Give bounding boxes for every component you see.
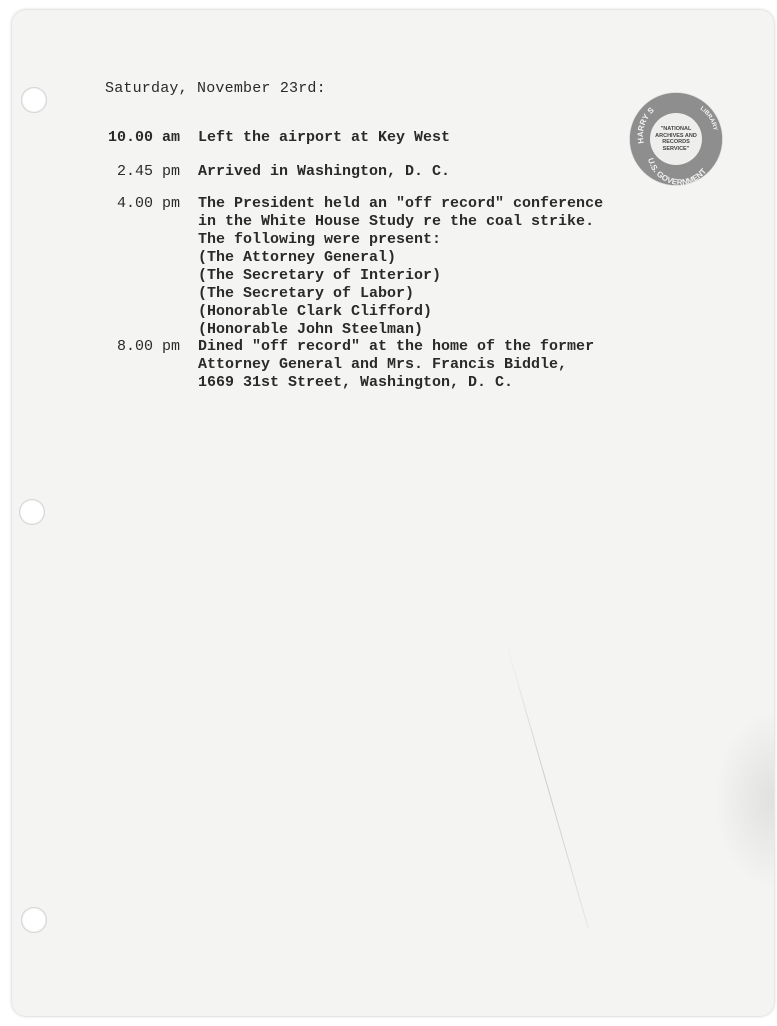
entry-text — [198, 195, 660, 339]
stamp-inner-line: SERVICE" — [662, 145, 690, 152]
entry-line: (Honorable Clark Clifford) — [198, 303, 433, 320]
svg-text:LIBRARY — [699, 106, 718, 132]
schedule-entry — [60, 129, 660, 147]
entry-line: 1669 31st Street, Washington, D. C. — [198, 374, 514, 391]
entry-line: in the White House Study re the coal strike. — [198, 213, 595, 230]
entry-line: (The Secretary of Interior) — [198, 267, 442, 284]
punch-hole-middle — [19, 499, 45, 525]
stamp-text-top: HARRY S — [635, 105, 656, 145]
stamp-inner-line: RECORDS — [662, 139, 690, 145]
entry-line: (The Secretary of Labor) — [198, 285, 415, 302]
schedule-entry — [60, 338, 660, 392]
punch-hole-bottom — [21, 907, 47, 933]
archives-stamp — [630, 93, 722, 185]
schedule-entry — [60, 163, 660, 181]
entry-time: 2.45 pm — [116, 163, 180, 180]
entry-time: 10.00 am — [107, 129, 180, 146]
stamp-text-right: LIBRARY — [698, 105, 718, 132]
stamp-text-bottom: U.S. GOVERNMENT — [645, 156, 709, 185]
entry-time: 4.00 pm — [116, 195, 180, 212]
entry-line: The following were present: — [198, 231, 442, 248]
entry-line: Dined "off record" at the home of the former — [198, 338, 595, 355]
entry-line: The President held an "off record" conference — [198, 195, 604, 212]
entry-line: Left the airport at Key West — [198, 129, 451, 146]
entry-line: Attorney General and Mrs. Francis Biddle, — [198, 356, 568, 373]
stamp-center — [650, 113, 702, 165]
entry-time: 8.00 pm — [116, 338, 180, 355]
entry-line: (The Attorney General) — [198, 249, 397, 266]
entry-line: (Honorable John Steelman) — [198, 321, 424, 338]
entry-text — [198, 129, 660, 147]
entry-line: Arrived in Washington, D. C. — [198, 163, 451, 180]
punch-hole-top — [21, 87, 47, 113]
stamp-inner-line: "NATIONAL — [660, 126, 692, 132]
stamp-inner-line: ARCHIVES AND — [655, 132, 697, 139]
entry-text — [198, 163, 660, 181]
schedule-entry — [60, 195, 660, 339]
date-heading: Saturday, November 23rd: — [105, 80, 326, 97]
entry-text — [198, 338, 660, 392]
